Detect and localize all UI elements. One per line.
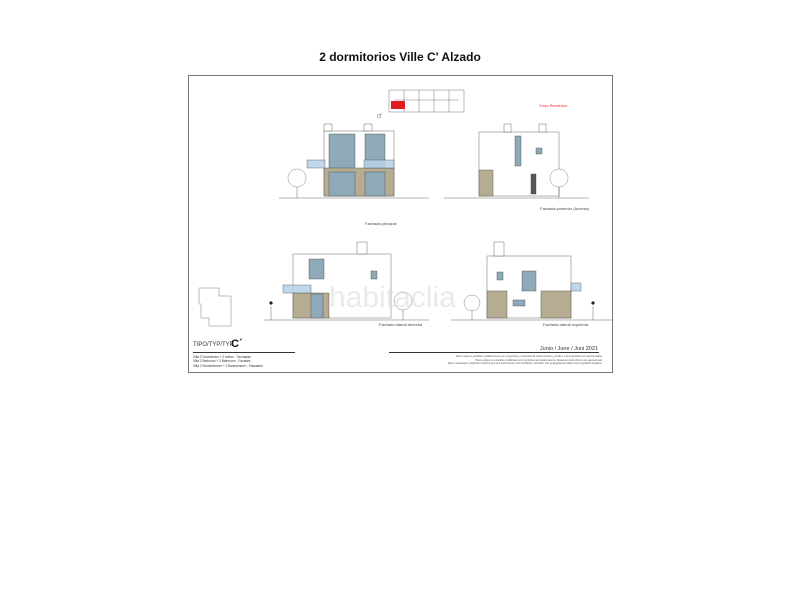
legend-line: Villa 2 Bedroom + 2 Bathroom - Facades xyxy=(193,359,251,364)
elevation-sheet xyxy=(188,75,613,373)
type-underline xyxy=(193,352,295,353)
page-title: 2 dormitorios Ville C' Alzado xyxy=(319,50,481,64)
disclaimer-line: Plano sujeto a posibles modificaciones por exigencias y requisitos de orden técnico y jurídico. Las superficies son aproximadas xyxy=(455,355,602,358)
disclaimer xyxy=(448,355,602,366)
type-value: C´ xyxy=(231,338,243,350)
date-underline xyxy=(389,352,599,353)
legend-line: Villa 2 Schlafzimmer + 2 Badezimmer - Fassaden xyxy=(193,363,263,368)
key-plan xyxy=(377,90,464,118)
watermark: habitaclia xyxy=(329,281,456,314)
legend xyxy=(193,355,263,368)
key-plan-highlight xyxy=(391,101,405,109)
caption-back: Fachada posterior (Acceso) xyxy=(540,206,590,211)
site-outline xyxy=(199,288,231,326)
front-elevation xyxy=(279,124,429,198)
caption-right: Fachada lateral derecha xyxy=(379,322,423,327)
caption-left: Fachada lateral izquierda xyxy=(543,322,588,327)
disclaimer-line: Plans subject to possible modifications for technical and legal reasons. Measurements shown are approximate xyxy=(475,358,602,362)
caption-front: Fachada principal xyxy=(365,221,397,226)
type-label: TIPO/TYP/TYP xyxy=(193,342,234,348)
elevations-drawing xyxy=(189,76,612,372)
brand-label: Grupo Residencia xyxy=(539,104,568,108)
date-label: Junio / June / Juni 2021 xyxy=(539,346,598,352)
disclaimer-line: Plans unterliegen möglichen Änderungen aus technischen und rechtlichen Gründen. Die angegebenen Maße sind ungefähre Angaben xyxy=(447,362,602,366)
legend-line: Villa 2 Dormitorios + 2 baños - Fachadas xyxy=(193,355,251,359)
back-elevation xyxy=(444,124,589,198)
left-elevation xyxy=(451,242,612,320)
